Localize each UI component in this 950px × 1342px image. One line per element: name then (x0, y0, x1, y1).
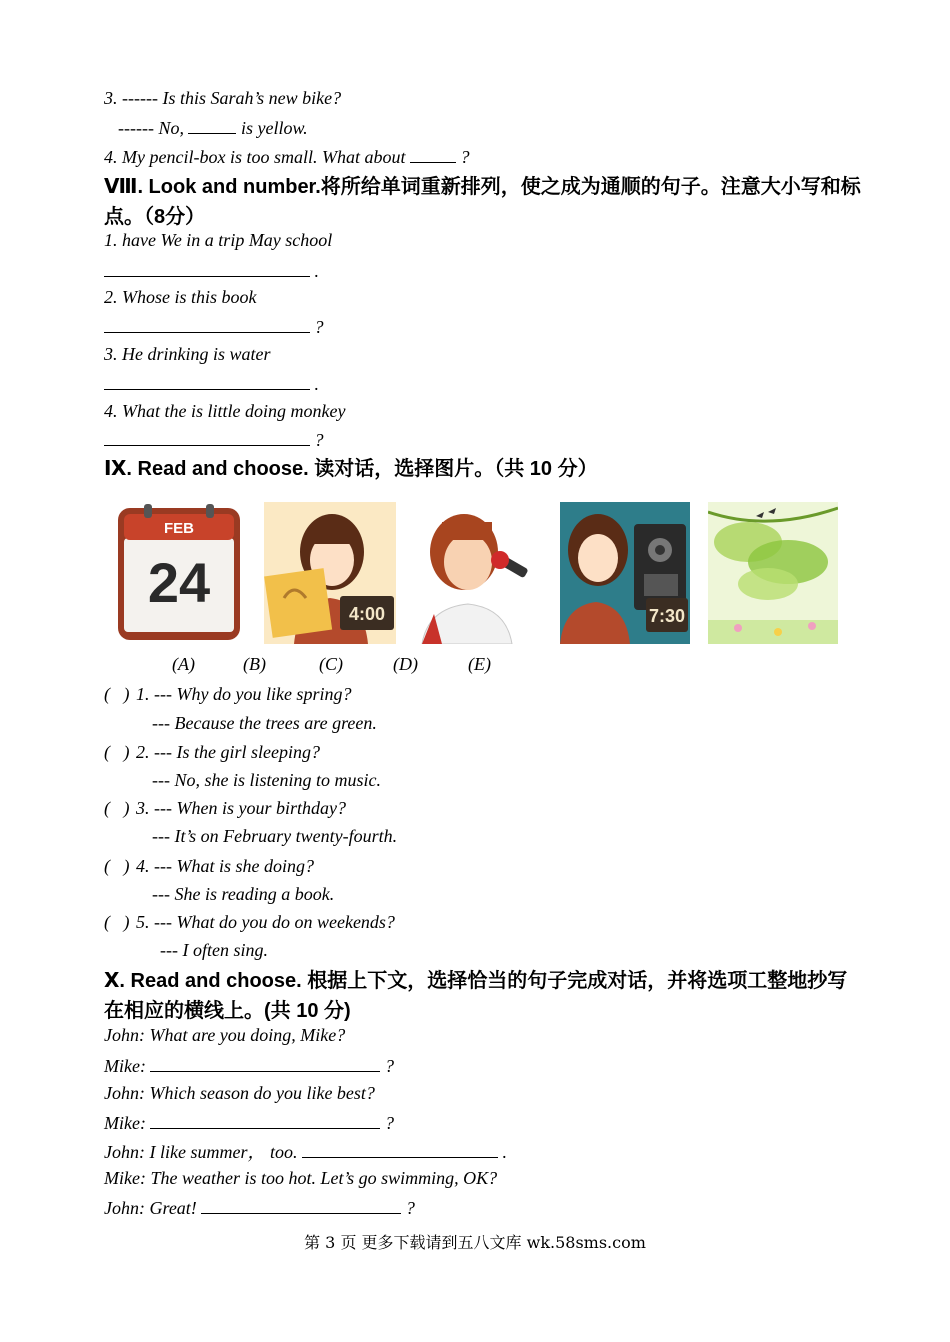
answer-blank[interactable] (104, 258, 310, 277)
s8-item-2-answer: ? (104, 314, 324, 338)
page-footer: 第 3 页 更多下载请到五八文库 wk.58sms.com (304, 1233, 646, 1252)
section10-heading: Ⅹ. Read and choose. 根据上下文，选择恰当的句子完成对话，并将选项工整地抄写在相应的横线上。(共 10 分) (104, 970, 848, 1022)
answer-blank[interactable] (201, 1195, 401, 1214)
answer-blank[interactable] (188, 115, 236, 134)
clock-b-time: 4:00 (348, 604, 386, 624)
label-a: (A) (172, 654, 195, 674)
answer-paren[interactable]: ( ) (104, 856, 130, 876)
answer-blank[interactable] (150, 1053, 380, 1072)
answer-paren[interactable]: ( ) (104, 742, 130, 762)
spring-scene-picture (708, 502, 838, 644)
dialog-line-4: Mike: ? (104, 1110, 394, 1134)
s9-item-2-question: ( ) 2. --- Is the girl sleeping? (104, 742, 320, 762)
dialog-line-6: Mike: The weather is too hot. Let’s go swimming, OK? (104, 1168, 498, 1188)
s9-item-5-answer: --- I often sing. (160, 940, 268, 960)
dialog-line-5: John: I like summer， too. . (104, 1139, 507, 1163)
s9-item-1-answer: --- Because the trees are green. (152, 713, 377, 733)
dialog-line-1: John: What are you doing, Mike? (104, 1025, 346, 1045)
s9-item-3-answer: --- It’s on February twenty-fourth. (152, 826, 398, 846)
answer-blank[interactable] (104, 371, 310, 390)
s8-item-4-words: 4. What the is little doing monkey (104, 401, 346, 421)
dialog-line-2: Mike: ? (104, 1053, 394, 1077)
answer-paren[interactable]: ( ) (104, 798, 130, 818)
answer-blank[interactable] (104, 427, 310, 446)
calendar-month: FEB (164, 520, 194, 537)
s8-item-2-words: 2. Whose is this book (104, 287, 257, 307)
q3-answer: ------ No, is yellow. (118, 115, 308, 139)
section9-heading: Ⅸ. Read and choose. 读对话，选择图片。（共 10 分） (104, 458, 598, 480)
clock-d-time: 7:30 (648, 606, 686, 626)
dialog-line-3: John: Which season do you like best? (104, 1083, 375, 1103)
label-d: (D) (393, 654, 418, 674)
label-c: (C) (319, 654, 343, 674)
answer-blank[interactable] (150, 1110, 380, 1129)
s8-item-3-answer: . (104, 371, 319, 395)
section8-heading: Ⅷ. Look and number.将所给单词重新排列，使之成为通顺的句子。注意大小写和标点。（8分） (104, 176, 861, 228)
answer-blank[interactable] (104, 314, 310, 333)
calendar-day: 24 (147, 551, 211, 614)
s9-item-4-answer: --- She is reading a book. (152, 884, 335, 904)
label-b: (B) (243, 654, 266, 674)
s9-item-5-question: ( ) 5. --- What do you do on weekends? (104, 912, 395, 932)
s9-item-3-question: ( ) 3. --- When is your birthday? (104, 798, 346, 818)
s8-item-1-words: 1. have We in a trip May school (104, 230, 333, 250)
answer-blank[interactable] (302, 1139, 498, 1158)
s9-item-2-answer: --- No, she is listening to music. (152, 770, 381, 790)
s8-item-3-words: 3. He drinking is water (104, 344, 271, 364)
q4-question: 4. My pencil-box is too small. What about ? (104, 144, 469, 168)
q3-question: 3. ------ Is this Sarah’s new bike? (104, 88, 342, 108)
answer-blank[interactable] (410, 144, 456, 163)
calendar-picture (116, 502, 242, 644)
boy-singing-picture (412, 502, 544, 644)
girl-reading-picture (264, 502, 396, 644)
picture-labels (0, 654, 950, 678)
s8-item-1-answer: . (104, 258, 319, 282)
girl-music-picture (560, 502, 690, 644)
s8-item-4-answer: ? (104, 427, 324, 451)
dialog-line-7: John: Great! ? (104, 1195, 415, 1219)
answer-paren[interactable]: ( ) (104, 912, 130, 932)
s9-item-1-question: ( ) 1. --- Why do you like spring? (104, 684, 352, 704)
label-e: (E) (468, 654, 491, 674)
s9-item-4-question: ( ) 4. --- What is she doing? (104, 856, 314, 876)
answer-paren[interactable]: ( ) (104, 684, 130, 704)
picture-row (112, 502, 842, 646)
